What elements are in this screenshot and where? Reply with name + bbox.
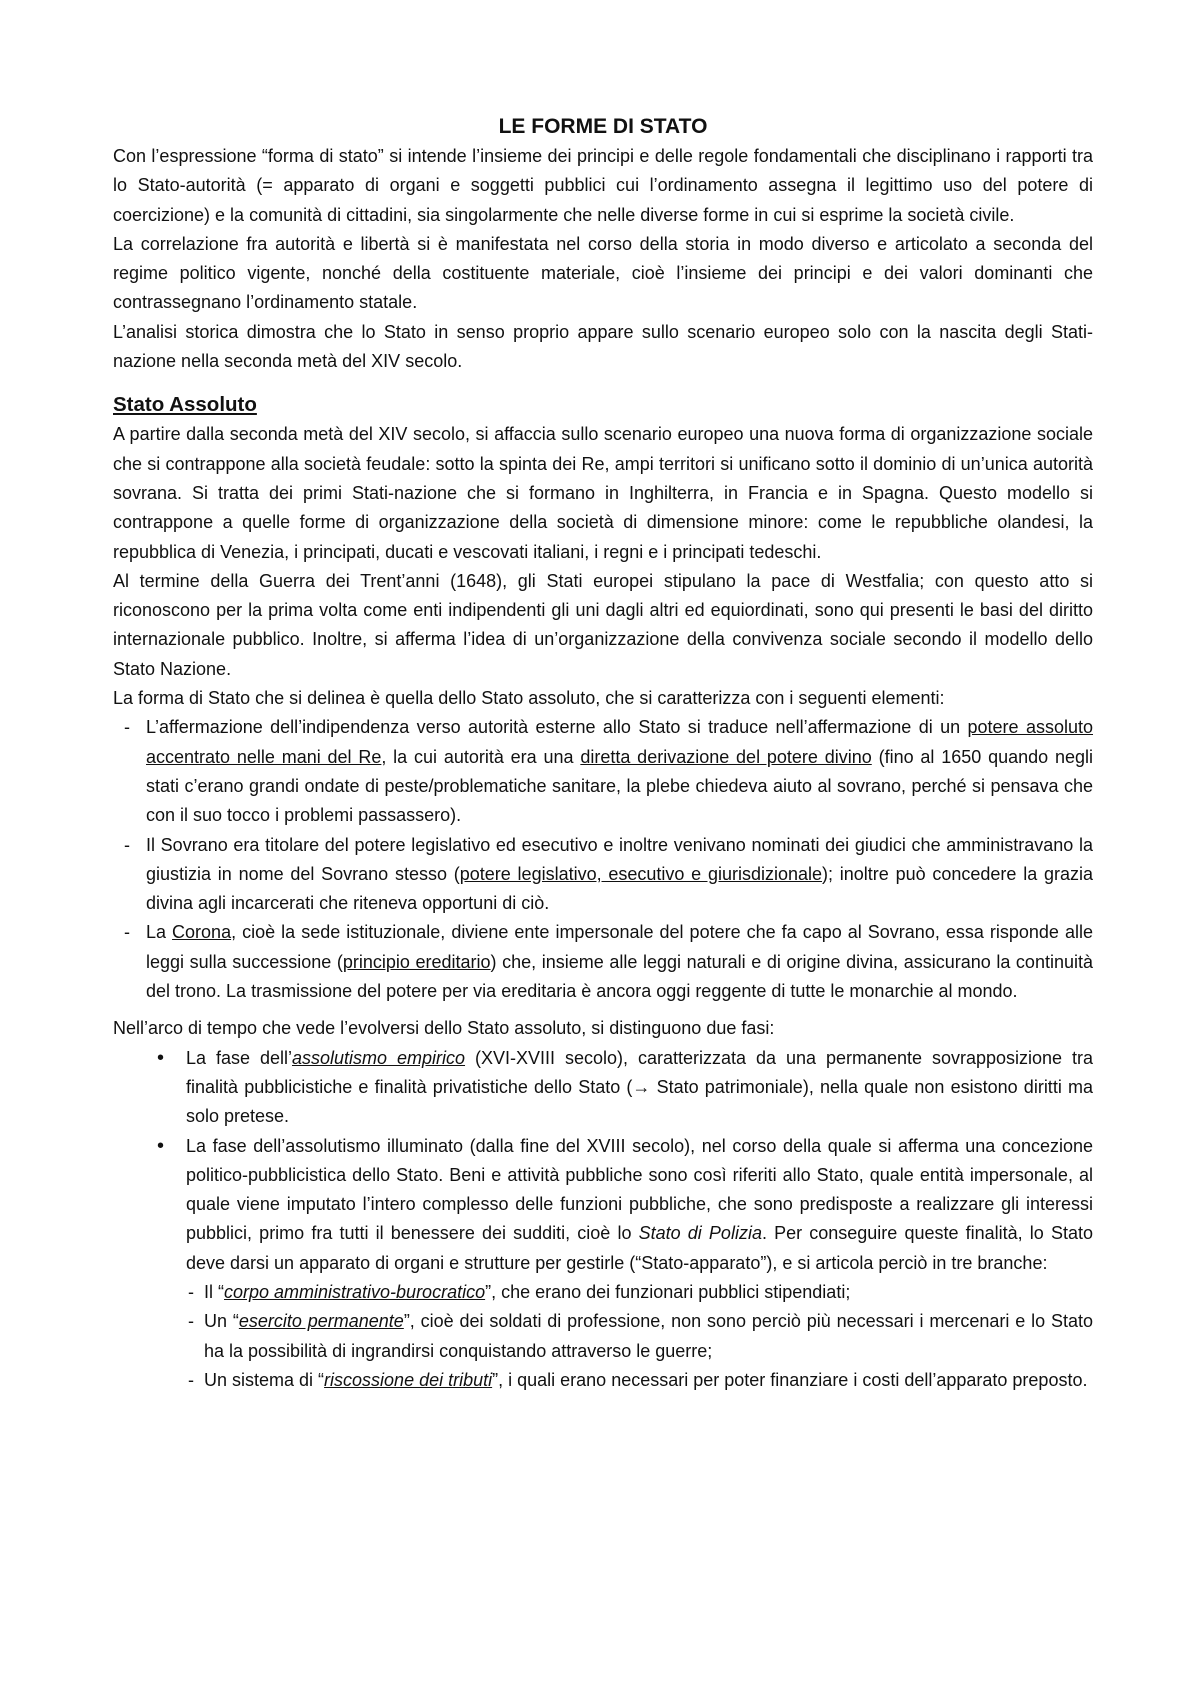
list-item — [186, 1278, 1093, 1307]
list-item-text: Il Sovrano era titolare del potere legislativo ed esecutivo e inoltre venivano nominati dei giudici che amministravano la giustizia in nome del Sovrano stesso ( — [146, 834, 1093, 884]
section-paragraph-4: Nell’arco di tempo che vede l’evolversi dello Stato assoluto, si distinguono due fasi: — [113, 1018, 775, 1039]
list-item — [113, 713, 1093, 830]
list-item-text: ”, che erano dei funzionari pubblici stipendiati; — [485, 1281, 851, 1302]
list-item-text: ) che, insieme alle leggi naturali e di origine divina, assicurano la continuità del trono. La trasmissione del potere per via ereditaria è ancora oggi reggente di tutte le monarchie al mondo. — [146, 951, 1093, 1002]
list-item-text: ”, i quali erano necessari per poter finanziare i costi dell’apparato preposto. — [492, 1369, 1088, 1390]
section-paragraph-1: A partire dalla seconda metà del XIV secolo, si affaccia sullo scenario europeo una nuova forma di organizzazione sociale che si contrappone alla società feudale: sotto la spinta dei Re, ampi territori si unificano sotto il dominio di un’unica autorità sovrana. Si tratta dei primi Stati-nazione che si formano in Inghilterra, in Francia e in Spagna. Questo modello si contrappone a quelle forme di organizzazione della società di dimensione minore: come le repubbliche olandesi, la repubblica di Venezia, i principati, ducati e vescovati italiani, i regni e i principati tedeschi. — [113, 424, 1093, 562]
section-paragraph-2: Al termine della Guerra dei Trent’anni (1648), gli Stati europei stipulano la pace di Westfalia; con questo atto si riconoscono per la prima volta come enti indipendenti gli uni dagli altri ed equiordinati, sono qui presenti le basi del diritto internazionale pubblico. Inoltre, si afferma l’idea di un’organizzazione della convivenza sociale secondo il modello dello Stato Nazione. — [113, 570, 1093, 679]
list-item-text: (fino al 1650 quando negli stati c’erano grandi ondate di peste/problematiche sanitare, la plebe chiedeva aiuto al sovrano, perché si pensava che con il suo tocco i problemi passassero). — [146, 746, 1093, 826]
underlined-phrase: potere legislativo, esecutivo e giurisdizionale — [459, 863, 823, 884]
underlined-phrase: potere assoluto accentrato nelle mani del Re — [146, 717, 1093, 767]
underlined-phrase: riscossione dei tributi — [324, 1369, 493, 1390]
underlined-phrase: assolutismo empirico — [292, 1047, 466, 1068]
intro-paragraph-3: L’analisi storica dimostra che lo Stato in senso proprio appare sullo scenario europeo solo con la nascita degli Stati-nazione nella seconda metà del XIV secolo. — [113, 321, 1093, 372]
list-item-text: L’affermazione dell’indipendenza verso autorità esterne allo Stato si traduce nell’affermazione di un — [146, 717, 968, 738]
phases-list — [113, 1044, 1093, 1396]
underlined-phrase: Corona — [172, 922, 232, 943]
list-item-text: ); inoltre può concedere la grazia divina agli incarcerati che riteneva opportuni di ciò. — [146, 863, 1093, 914]
intro-paragraph-1: Con l’espressione “forma di stato” si intende l’insieme dei principi e delle regole fondamentali che disciplinano i rapporti tra lo Stato-autorità (= apparato di organi e soggetti pubblici cui l’ordinamento assegna il legittimo uso del potere di coercizione) e la comunità di cittadini, sia singolarmente che nelle diverse forme in cui si esprime la società civile. — [113, 146, 1093, 225]
list-item — [113, 1044, 1093, 1132]
page-title: LE FORME DI STATO — [498, 115, 708, 138]
branches-list — [186, 1278, 1093, 1395]
underlined-phrase: diretta derivazione del potere divino — [580, 746, 872, 767]
underlined-phrase: esercito permanente — [238, 1311, 404, 1332]
list-item-text: , la cui autorità era una — [381, 746, 581, 767]
list-item-text: Un “ — [204, 1311, 239, 1332]
list-item — [186, 1307, 1093, 1366]
italic-phrase: Stato di Polizia — [638, 1223, 762, 1244]
underlined-phrase: corpo amministrativo-burocratico — [224, 1281, 486, 1302]
list-item-text: ”, cioè dei soldati di professione, non sono perciò più necessari i mercenari e lo Stato ha la possibilità di ingrandirsi conquistando attraverso le guerre; — [204, 1311, 1093, 1361]
list-item-text: La — [146, 922, 173, 943]
list-item-text: . Per conseguire queste finalità, lo Stato deve darsi un apparato di organi e strutture per gestirle (“Stato-apparato”), e si articola perciò in tre branche: — [186, 1223, 1093, 1273]
intro-paragraph-2: La correlazione fra autorità e libertà si è manifestata nel corso della storia in modo diverso e articolato a seconda del regime politico vigente, nonché della costituente materiale, cioè l’insieme dei principi e dei valori dominanti che contrassegnano l’ordinamento statale. — [113, 233, 1093, 313]
list-item-text: , cioè la sede istituzionale, diviene ente impersonale del potere che fa capo al Sovrano, essa risponde alle leggi sulla successione ( — [146, 922, 1093, 972]
spacer — [113, 1006, 1093, 1014]
list-item — [113, 918, 1093, 1006]
list-item — [113, 1132, 1093, 1396]
section-heading: Stato Assoluto — [113, 393, 257, 417]
list-item-text: (XVI-XVIII secolo), caratterizzata da una permanente sovrapposizione tra finalità pubblicistiche e finalità privatistiche dello Stato (→ Stato patrimoniale), nella quale non esistono diritti ma solo pretese. — [186, 1047, 1094, 1127]
list-item-text: Un sistema di “ — [204, 1369, 325, 1390]
list-item-text: Il “ — [204, 1281, 224, 1302]
list-item-text: La fase dell’assolutismo illuminato (dalla fine del XVIII secolo), nel corso della quale si afferma una concezione politico-pubblicistica dello Stato. Beni e attività pubbliche sono così riferiti allo Stato, quale entità impersonale, al quale viene imputato l’intero complesso delle funzioni pubbliche, che sono predisposte a realizzare gli interessi pubblici, primo fra tutti il benessere dei sudditi, cioè lo — [186, 1135, 1093, 1244]
underlined-phrase: principio ereditario — [342, 951, 491, 972]
section-paragraph-3: La forma di Stato che si delinea è quella dello Stato assoluto, che si caratterizza con i seguenti elementi: — [113, 688, 945, 709]
list-item — [186, 1366, 1093, 1395]
list-item — [113, 831, 1093, 919]
document-page — [113, 112, 1093, 1395]
list-item-text: La fase dell’ — [186, 1047, 292, 1068]
elements-list — [113, 713, 1093, 1006]
